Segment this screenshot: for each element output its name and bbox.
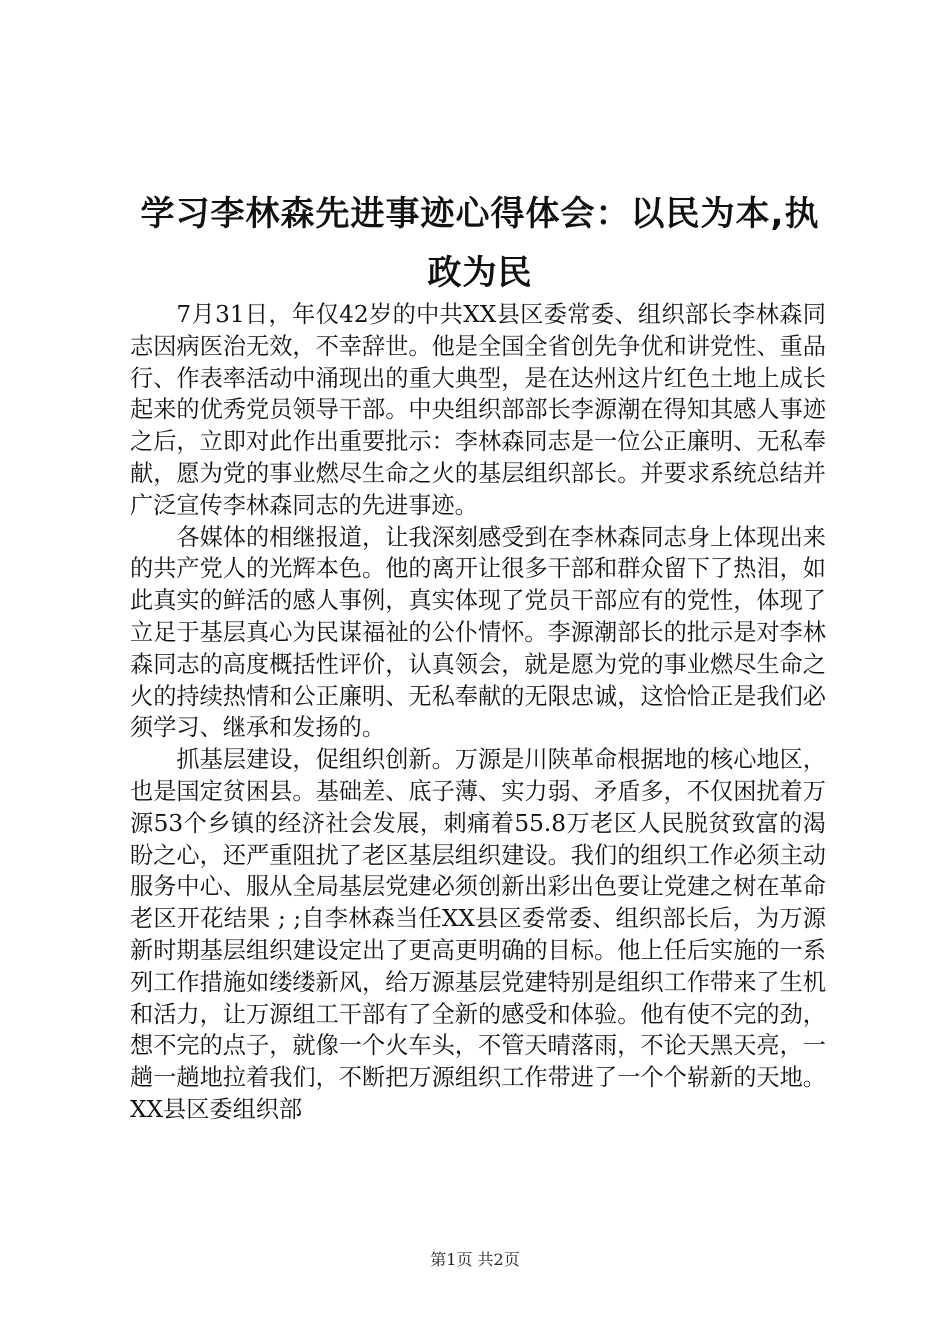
document-body — [130, 299, 826, 1126]
document-title-line-2: 政为民 — [427, 253, 533, 293]
document-title-line-1: 学习李林森先进事迹心得体会：以民为本,执 — [140, 194, 820, 234]
paragraph-1: 7月31日，年仅42岁的中共XX县区委常委、组织部长李林森同志因病医治无效，不幸辞世。他是全国全省创先争优和讲党性、重品行、作表率活动中涌现出的重大典型，是在达州这片红色土地上成长起来的优秀党员领导干部。中央组织部部长李源潮在得知其感人事迹之后，立即对此作出重要批示：李林森同志是一位公正廉明、无私奉献，愿为党的事业燃尽生命之火的基层组织部长。并要求系统总结并广泛宣传李林森同志的先进事迹。 — [130, 301, 826, 519]
paragraph-2: 各媒体的相继报道，让我深刻感受到在李林森同志身上体现出来的共产党人的光辉本色。他的离开让很多干部和群众留下了热泪，如此真实的鲜活的感人事例，真实体现了党员干部应有的党性，体现了立足于基层真心为民谋福祉的公仆情怀。李源潮部长的批示是对李林森同志的高度概括性评价，认真领会，就是愿为党的事业燃尽生命之火的持续热情和公正廉明、无私奉献的无限忠诚，这恰恰正是我们必须学习、继承和发扬的。 — [130, 523, 826, 742]
page-footer: 第1页 共2页 — [430, 1250, 520, 1269]
paragraph-3: 抓基层建设，促组织创新。万源是川陕革命根据地的核心地区，也是国定贫困县。基础差、底子薄、实力弱、矛盾多，不仅困扰着万源53个乡镇的经济社会发展，刺痛着55.8万老区人民脱贫致富的渴盼之心，还严重阻扰了老区基层组织建设。我们的组织工作必须主动服务中心、服从全局基层党建必须创新出彩出色要让党建之树在革命老区开花结果 ; ;自李林森当任XX县区委常委、组织部长后，为万源新时期基层组织建设定出了更高更明确的目标。他上任后实施的一系列工作措施如缕缕新风，给万源基层党建特别是组织工作带来了生机和活力，让万源组工干部有了全新的感受和体验。他有使不完的劲，想不完的点子，就像一个火车头，不管天晴落雨，不论天黑天亮，一趟一趟地拉着我们，不断把万源组织工作带进了一个个崭新的天地。XX县区委组织部 — [130, 746, 826, 1123]
